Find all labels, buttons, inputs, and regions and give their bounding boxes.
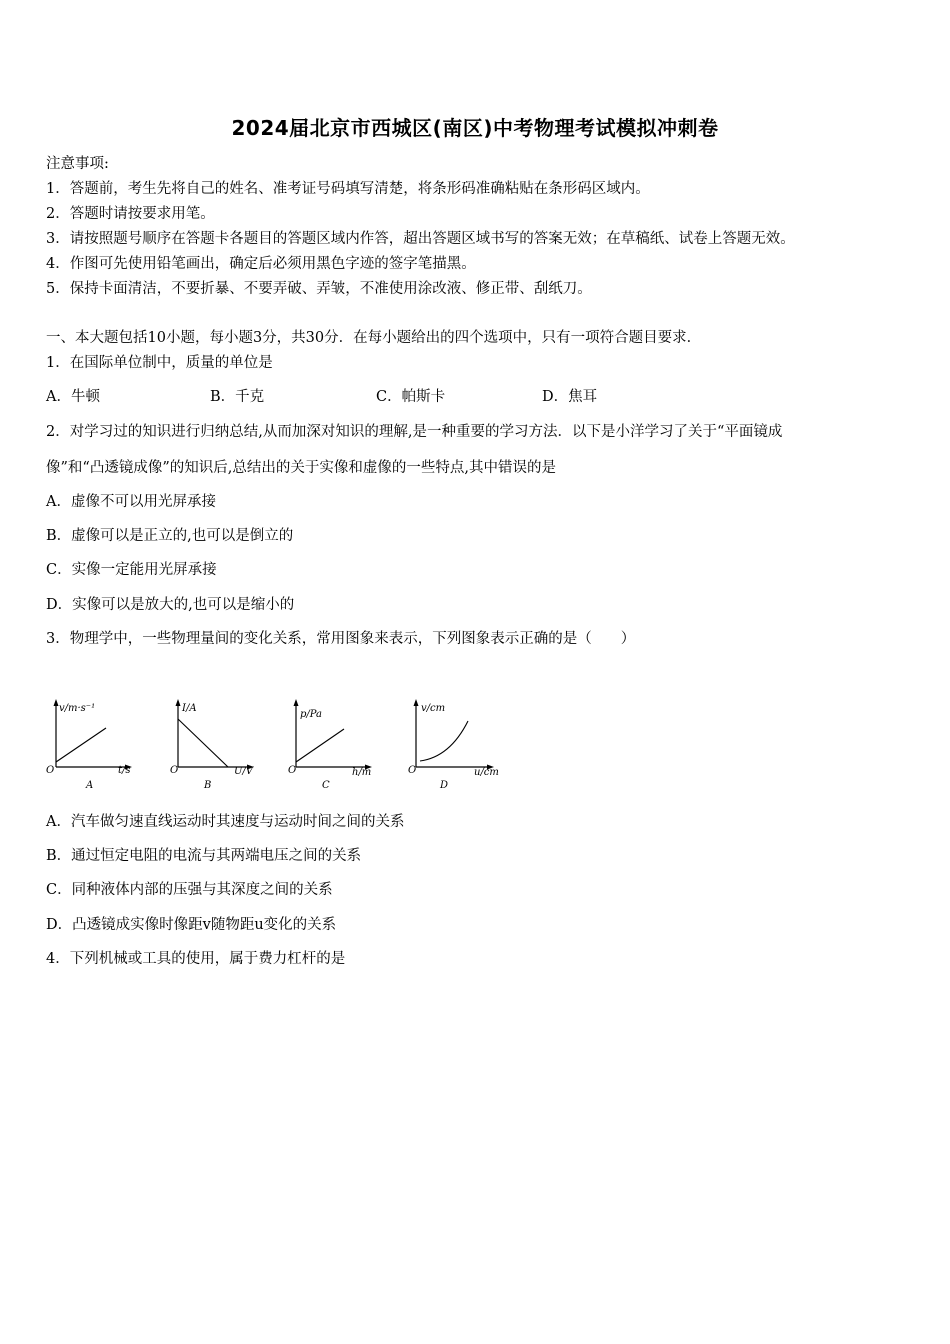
graph-b-xlabel: U/V [234, 766, 254, 777]
question-2-stem-line-2: 像”和“凸透镜成像”的知识后,总结出的关于实像和虚像的一些特点,其中错误的是 [46, 460, 556, 476]
graph-a-origin: O [46, 765, 55, 776]
question-3-stem: 3．物理学中，一些物理量间的变化关系，常用图象来表示，下列图象表示正确的是（ ） [46, 631, 636, 647]
question-1-option-d: D．焦耳 [542, 389, 598, 405]
graph-d-origin: O [408, 765, 417, 776]
question-2-option-d: D．实像可以是放大的,也可以是缩小的 [46, 597, 295, 613]
graph-c-xlabel: h/m [352, 767, 372, 778]
graph-a [44, 695, 144, 799]
question-1-stem: 1．在国际单位制中，质量的单位是 [46, 355, 273, 371]
question-3-option-d: D．凸透镜成实像时像距v随物距u变化的关系 [46, 917, 337, 933]
graph-c-tag: C [322, 780, 330, 791]
graph-d [404, 695, 514, 799]
graph-a-tag: A [86, 780, 94, 791]
graph-b [164, 695, 264, 799]
question-4-stem: 4．下列机械或工具的使用，属于费力杠杆的是 [46, 951, 346, 967]
graph-b-tag: B [204, 780, 212, 791]
notice-item-2: 2．答题时请按要求用笔。 [46, 206, 215, 222]
question-2-option-a: A．虚像不可以用光屏承接 [46, 494, 216, 510]
graph-a-ylabel: v/m·s⁻¹ [59, 703, 96, 714]
notice-item-1: 1．答题前，考生先将自己的姓名、准考证号码填写清楚，将条形码准确粘贴在条形码区域内。 [46, 181, 650, 197]
graph-b-ylabel: I/A [182, 703, 197, 714]
graph-c [284, 695, 384, 799]
graph-d-tag: D [440, 780, 449, 791]
question-1-option-c: C．帕斯卡 [376, 389, 446, 405]
graph-a-xlabel: t/s [118, 765, 131, 776]
section-heading: 一、本大题包括10小题，每小题3分，共30分．在每小题给出的四个选项中，只有一项符合题目要求． [46, 330, 702, 346]
question-3-option-c: C．同种液体内部的压强与其深度之间的关系 [46, 882, 333, 898]
notice-heading: 注意事项: [46, 156, 109, 172]
question-3-option-a: A．汽车做匀速直线运动时其速度与运动时间之间的关系 [46, 814, 405, 830]
question-1-option-a: A．牛顿 [46, 389, 100, 405]
question-1-option-b: B．千克 [210, 389, 265, 405]
question-3-option-b: B．通过恒定电阻的电流与其两端电压之间的关系 [46, 848, 362, 864]
question-2-option-b: B．虚像可以是正立的,也可以是倒立的 [46, 528, 294, 544]
notice-item-3: 3．请按照题号顺序在答题卡各题目的答题区域内作答，超出答题区域书写的答案无效；在草稿纸、试卷上答题无效。 [46, 231, 795, 247]
question-2-stem-line-1: 2．对学习过的知识进行归纳总结,从而加深对知识的理解,是一种重要的学习方法．以下是小洋学习了关于“平面镜成 [46, 424, 783, 440]
graph-d-xlabel: u/cm [474, 767, 499, 778]
page-title: 2024届北京市西城区(南区)中考物理考试模拟冲刺卷 [231, 116, 719, 140]
graph-b-origin: O [170, 765, 179, 776]
graph-d-ylabel: v/cm [421, 703, 446, 714]
graph-c-origin: O [288, 765, 297, 776]
notice-item-4: 4．作图可先使用铅笔画出，确定后必须用黑色字迹的签字笔描黑。 [46, 256, 476, 272]
notice-item-5: 5．保持卡面清洁，不要折暴、不要弄破、弄皱，不准使用涂改液、修正带、刮纸刀。 [46, 281, 592, 297]
question-2-option-c: C．实像一定能用光屏承接 [46, 562, 217, 578]
graph-c-ylabel: p/Pa [300, 709, 323, 720]
